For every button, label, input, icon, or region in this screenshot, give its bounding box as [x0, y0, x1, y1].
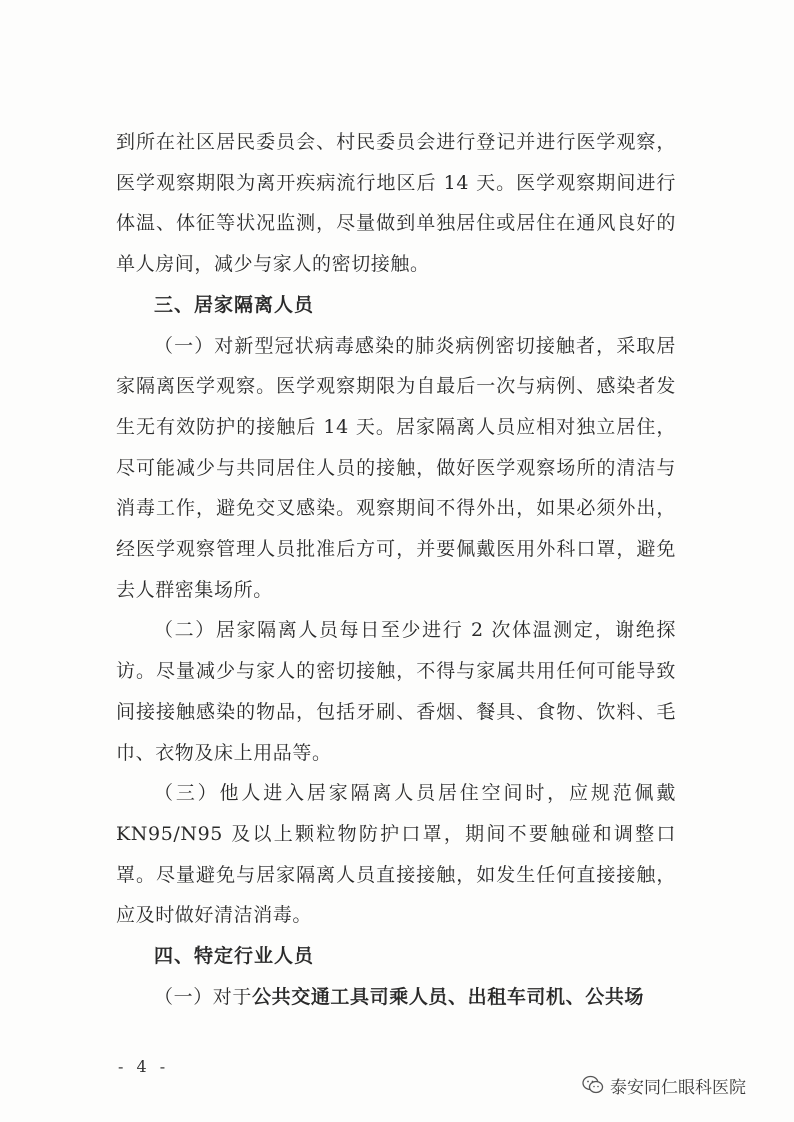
watermark-text: 泰安同仁眼科医院 — [610, 1077, 746, 1098]
document-body — [116, 122, 676, 1017]
paragraph-continuation: 到所在社区居民委员会、村民委员会进行登记并进行医学观察，医学观察期限为离开疾病流行地区后 14 天。医学观察期间进行体温、体征等状况监测，尽量做到单独居住或居住在通风良好的单人房间，减少与家人的密切接触。 — [116, 131, 676, 276]
paragraph-public-transport — [116, 977, 676, 1018]
paragraph-temperature: （二）居家隔离人员每日至少进行 2 次体温测定，谢绝探访。尽量减少与家人的密切接触，不得与家属共用任何可能导致间接接触感染的物品，包括牙刷、香烟、餐具、食物、饮料、毛巾、衣物及床上用品等。 — [116, 619, 676, 764]
paragraph-close-contacts: （一）对新型冠状病毒感染的肺炎病例密切接触者，采取居家隔离医学观察。医学观察期限为自最后一次与病例、感染者发生无有效防护的接触后 14 天。居家隔离人员应相对独立居住，尽可能减少与共同居住人员的接触，做好医学观察场所的清洁与消毒工作，避免交叉感染。观察期间不得外出，如果必须外出，经医学观察管理人员批准后方可，并要佩戴医用外科口罩，避免去人群密集场所。 — [116, 334, 676, 601]
wechat-icon — [582, 1075, 604, 1095]
paragraph-others-entering: （三）他人进入居家隔离人员居住空间时，应规范佩戴 KN95/N95 及以上颗粒物防护口罩，期间不要触碰和调整口罩。尽量避免与居家隔离人员直接接触，如发生任何直接接触，应及时做好清洁消毒。 — [116, 782, 676, 927]
wechat-watermark — [582, 1070, 746, 1100]
heading-specific-industries: 四、特定行业人员 — [154, 945, 315, 968]
paragraph-bold-emphasis: 公共交通工具司乘人员、出租车司机、公共场 — [252, 985, 645, 1008]
paragraph-prefix: （一）对于 — [154, 985, 253, 1008]
heading-home-isolation: 三、居家隔离人员 — [154, 293, 315, 316]
page-number: - 4 - — [118, 1057, 170, 1076]
